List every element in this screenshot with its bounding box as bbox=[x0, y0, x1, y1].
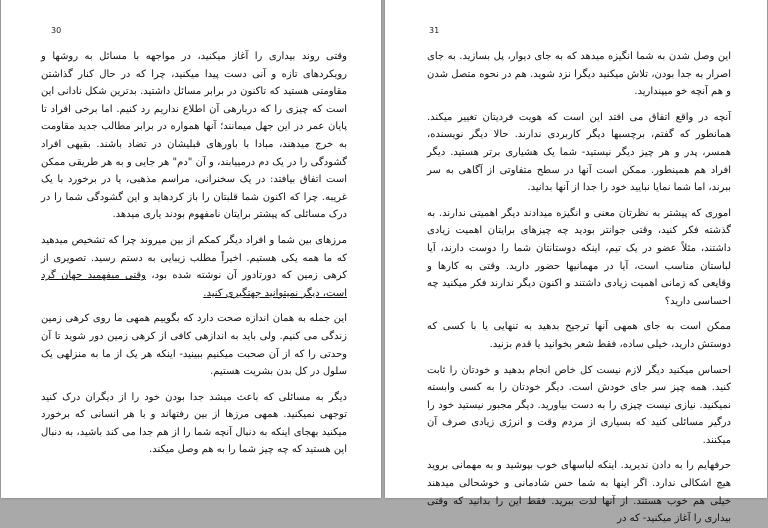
paragraph: دیگر به مسائلی که باعث میشد جدا بودن خود را از دیگران درک کنید توجهی نمیکنید. همهی مرزها از بین رفتهاند و با هر انسانی که برخورد میکنید بهجای اینکه به دنبال آنچه شما را از هم جدا می کند باشید، به دنبال این هستید که چه چیز شما را به هم وصل میکند. bbox=[41, 391, 347, 456]
paragraph-text: مرزهای بین شما و افراد دیگر کمکم از بین میروند چرا که تشخیص میدهید که ما همه یکی هستیم. اخیراً مطلب زیبایی به دستم رسید. تصویری از کرهی زمین که دورتادور آن نوشته شده بود، bbox=[41, 234, 347, 282]
paragraph: اموری که پیشتر به نظرتان معنی و انگیزه میدادند دیگر اهمیتی ندارند. به گذشته فکر کنید، وقتی جوانتر بودید چه چیزهای برایتان اهمیت زیادی داشتند، مثلاً عضو در یک تیم، اینکه دوستانتان شما را دوست دارند، آیا لباستان مناسب است، آیا در مهمانیها حضور دارید. وقتی به کارها و وقایعی که زمانی اهمیت زیادی داشتند و اکنون دیگر ندارند فکر میکنید چه احساسی دارید؟ bbox=[427, 207, 731, 307]
right-page bbox=[385, 0, 767, 525]
paragraph: حرفهایم را به دادن ندیرید. اینکه لباسهای خوب بپوشید و به مهمانی بروید هیچ اشکالی ندارد. اگر اینها به شما حس شادمانی و خوشحالی میدهند خیلی هم خوب هستند. از آنها لذت ببرید. فقط این را بدانید که وقتی بیداری را آغاز میکنید- که در bbox=[427, 460, 731, 525]
paragraph bbox=[41, 232, 347, 302]
page-number-right: 31 bbox=[429, 26, 440, 35]
paragraph: احساس میکنید دیگر لازم نیست کل خاص انجام بدهید و خودتان را ثابت کنید. همه چیز سر جای خودش است. دیگر خودتان را به کسی وابسته نمیکنید. نیازی نیست چیزی را به دست بیاورید. دیگر مجبور نیستید خود را درگیر مسائلی کنید که بسیاری از مردم وقت و انرژی زیادی صرف آن میکنند. bbox=[427, 364, 731, 446]
page-number-left: 30 bbox=[51, 26, 62, 35]
paragraph: آنچه در واقع اتفاق می افتد این است که هویت فردیتان تغییر میکند. همانطور که گفتم، برچسبها دیگر کاربردی ندارند. حالا دیگر نویسنده، همسر، پدر و هر چیز دیگر نیستید- شما یک هشیاری برتر هستید. دیگر افراد هم همینطور. ممکن است آنها در سطح متفاوتی از آگاهی به سر ببرند، اما شما نمایا نبایید خود را جدا از آنها بدانید. bbox=[427, 111, 731, 194]
paragraph: وقتی روند بیداری را آغاز میکنید، در مواجهه با مسائل به روشها و رویکردهای تازه و آنی دست پیدا میکنید، چرا که در حال کنار گذاشتن مقاومتی هستید که تاکنون در برابر مسائل داشتید. بدترین شکل نادانی این است که چیزی را که دربارهی آن اطلاع نداریم رد کنیم. اما برخی افراد تا پایان عمر در این جهل میمانند؛ آنها همواره در برابر مطالب جدید مقاومت به خرج میدهند، مبادا با باورهای قبلیشان در تضاد باشند. بقیهی افراد گشودگی را در یک دم درمییابند، و آن "دم" هر جایی و به هر طریقی ممکن است اتفاق بیافتد: در یک سخنرانی، مراسم مذهبی، یا در برخورد با یک غریبه. چرا که اکنون شما قلبتان را باز کردهاید و این گشودگی شما را در درک مسائلی که پیشتر برایتان نامفهوم بودند یاری میدهد. bbox=[41, 51, 347, 221]
paragraph: ممکن است به جای همهی آنها ترجیح بدهید به تنهایی یا با کسی که دوستش دارید، خیلی ساده، فقط شعر بخوانید یا قدم بزنید. bbox=[427, 321, 731, 350]
left-page-text bbox=[41, 48, 347, 459]
right-page-text bbox=[427, 48, 731, 528]
paragraph: این وصل شدن به شما انگیزه میدهد که به جای دیوار، پل بسازید. به جای اصرار به جدا بودن، تلاش میکنید دیگرا نزد شوید. هم در نحوه متصل شدن و هم آنچه خو میپندارید. bbox=[427, 51, 731, 98]
underlined-quote: وقتی میفهمید جهان گرد است، دیگر نمیتوانید جهتگیری کنید. bbox=[41, 270, 347, 299]
paragraph: این جمله به همان اندازه صحت دارد که بگوییم همهی ما روی کرهی زمین زندگی می کنیم. ولی باید به اندازهی کافی از کرهی زمین دور شوید تا آن وحدتی را که از آن صحبت میکنیم ببینید- اینکه هر یک از ما به منزلهی یک سلول در کل بدن بشریت هستیم. bbox=[41, 313, 347, 378]
left-page bbox=[1, 0, 381, 498]
